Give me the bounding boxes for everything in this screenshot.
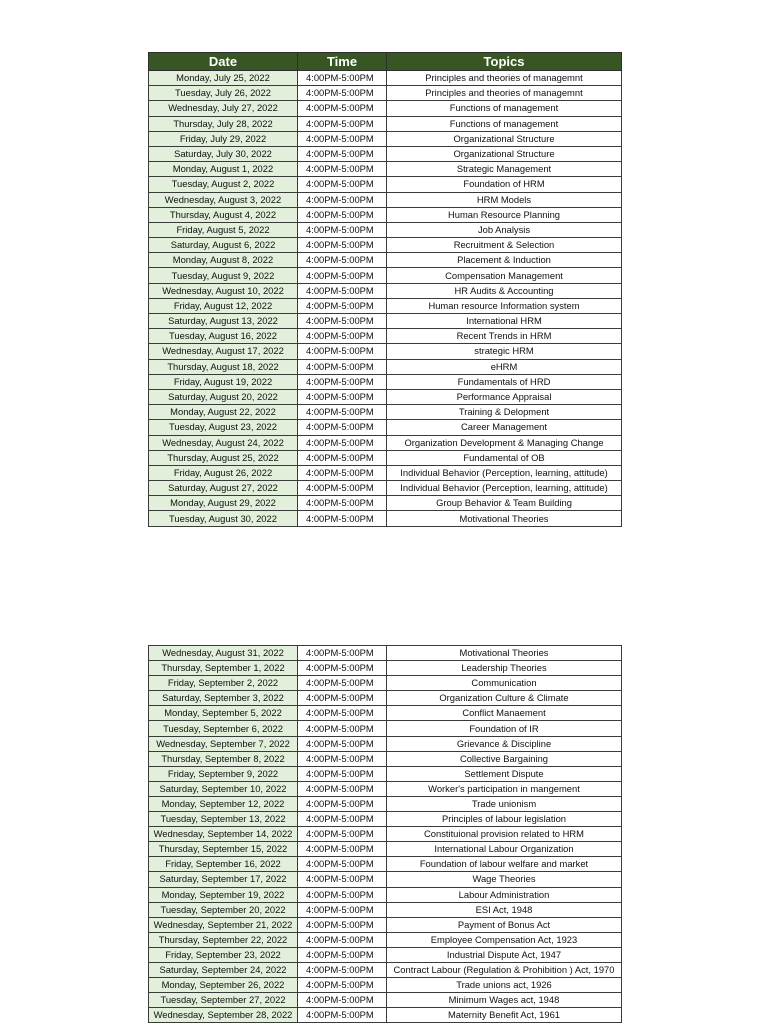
table-row <box>149 207 622 222</box>
table-row <box>149 481 622 496</box>
time-cell: 4:00PM-5:00PM <box>298 751 387 766</box>
topic-cell: Foundation of HRM <box>387 177 622 192</box>
table-row <box>149 691 622 706</box>
topic-cell: Foundation of IR <box>387 721 622 736</box>
table-row <box>149 646 622 661</box>
date-cell: Friday, August 26, 2022 <box>149 465 298 480</box>
date-cell: Friday, September 23, 2022 <box>149 947 298 962</box>
topic-cell: Grievance & Discipline <box>387 736 622 751</box>
time-cell: 4:00PM-5:00PM <box>298 405 387 420</box>
topic-cell: Recent Trends in HRM <box>387 329 622 344</box>
time-cell: 4:00PM-5:00PM <box>298 222 387 237</box>
time-cell: 4:00PM-5:00PM <box>298 661 387 676</box>
date-cell: Wednesday, August 17, 2022 <box>149 344 298 359</box>
topic-cell: Individual Behavior (Perception, learning, attitude) <box>387 481 622 496</box>
time-cell: 4:00PM-5:00PM <box>298 796 387 811</box>
time-cell: 4:00PM-5:00PM <box>298 101 387 116</box>
table-row <box>149 405 622 420</box>
time-cell: 4:00PM-5:00PM <box>298 932 387 947</box>
table-row <box>149 329 622 344</box>
topic-cell: HR Audits & Accounting <box>387 283 622 298</box>
topic-cell: Settlement Dispute <box>387 766 622 781</box>
time-cell: 4:00PM-5:00PM <box>298 917 387 932</box>
table-row <box>149 253 622 268</box>
date-cell: Monday, July 25, 2022 <box>149 71 298 86</box>
topic-cell: strategic HRM <box>387 344 622 359</box>
date-cell: Wednesday, August 3, 2022 <box>149 192 298 207</box>
table-row <box>149 86 622 101</box>
time-cell: 4:00PM-5:00PM <box>298 116 387 131</box>
topic-cell: Organization Development & Managing Change <box>387 435 622 450</box>
table-row <box>149 827 622 842</box>
topic-cell: Fundamental of OB <box>387 450 622 465</box>
topic-cell: Strategic Management <box>387 162 622 177</box>
table-row <box>149 389 622 404</box>
table-row <box>149 222 622 237</box>
time-cell: 4:00PM-5:00PM <box>298 268 387 283</box>
topic-cell: Leadership Theories <box>387 661 622 676</box>
header-topics: Topics <box>387 53 622 71</box>
topic-cell: Labour Administration <box>387 887 622 902</box>
table-row <box>149 766 622 781</box>
topic-cell: Industrial Dispute Act, 1947 <box>387 947 622 962</box>
date-cell: Monday, August 29, 2022 <box>149 496 298 511</box>
topic-cell: Job Analysis <box>387 222 622 237</box>
date-cell: Saturday, August 27, 2022 <box>149 481 298 496</box>
topic-cell: Minimum Wages act, 1948 <box>387 993 622 1008</box>
header-time: Time <box>298 53 387 71</box>
table-row <box>149 101 622 116</box>
table-row <box>149 796 622 811</box>
date-cell: Thursday, August 18, 2022 <box>149 359 298 374</box>
table-row <box>149 902 622 917</box>
table-row <box>149 721 622 736</box>
topic-cell: Constituional provision related to HRM <box>387 827 622 842</box>
topic-cell: Fundamentals of HRD <box>387 374 622 389</box>
time-cell: 4:00PM-5:00PM <box>298 177 387 192</box>
topic-cell: Organizational Structure <box>387 131 622 146</box>
date-cell: Saturday, September 3, 2022 <box>149 691 298 706</box>
topic-cell: Principles and theories of managemnt <box>387 71 622 86</box>
time-cell: 4:00PM-5:00PM <box>298 857 387 872</box>
table-row <box>149 420 622 435</box>
date-cell: Friday, July 29, 2022 <box>149 131 298 146</box>
date-cell: Thursday, July 28, 2022 <box>149 116 298 131</box>
table-row <box>149 162 622 177</box>
topic-cell: Individual Behavior (Perception, learning, attitude) <box>387 465 622 480</box>
table-row <box>149 857 622 872</box>
time-cell: 4:00PM-5:00PM <box>298 887 387 902</box>
table-row <box>149 344 622 359</box>
date-cell: Wednesday, September 28, 2022 <box>149 1008 298 1023</box>
topic-cell: Collective Bargaining <box>387 751 622 766</box>
topic-cell: Group Behavior & Team Building <box>387 496 622 511</box>
topic-cell: Placement & Induction <box>387 253 622 268</box>
table-header-row <box>149 53 622 71</box>
topic-cell: Compensation Management <box>387 268 622 283</box>
date-cell: Monday, September 12, 2022 <box>149 796 298 811</box>
time-cell: 4:00PM-5:00PM <box>298 374 387 389</box>
time-cell: 4:00PM-5:00PM <box>298 162 387 177</box>
date-cell: Monday, August 8, 2022 <box>149 253 298 268</box>
table-row <box>149 872 622 887</box>
date-cell: Friday, August 12, 2022 <box>149 298 298 313</box>
date-cell: Thursday, September 1, 2022 <box>149 661 298 676</box>
time-cell: 4:00PM-5:00PM <box>298 450 387 465</box>
time-cell: 4:00PM-5:00PM <box>298 496 387 511</box>
table-row <box>149 374 622 389</box>
table-row <box>149 661 622 676</box>
date-cell: Tuesday, July 26, 2022 <box>149 86 298 101</box>
time-cell: 4:00PM-5:00PM <box>298 1008 387 1023</box>
table-row <box>149 192 622 207</box>
table-row <box>149 842 622 857</box>
time-cell: 4:00PM-5:00PM <box>298 766 387 781</box>
table-row <box>149 359 622 374</box>
table-row <box>149 978 622 993</box>
time-cell: 4:00PM-5:00PM <box>298 646 387 661</box>
date-cell: Wednesday, August 31, 2022 <box>149 646 298 661</box>
topic-cell: Employee Compensation Act, 1923 <box>387 932 622 947</box>
topic-cell: eHRM <box>387 359 622 374</box>
time-cell: 4:00PM-5:00PM <box>298 511 387 526</box>
topic-cell: HRM Models <box>387 192 622 207</box>
table-row <box>149 781 622 796</box>
time-cell: 4:00PM-5:00PM <box>298 420 387 435</box>
topic-cell: Human Resource Planning <box>387 207 622 222</box>
time-cell: 4:00PM-5:00PM <box>298 86 387 101</box>
schedule-body-1 <box>149 71 622 527</box>
date-cell: Wednesday, September 14, 2022 <box>149 827 298 842</box>
table-row <box>149 947 622 962</box>
date-cell: Saturday, August 6, 2022 <box>149 238 298 253</box>
date-cell: Tuesday, August 16, 2022 <box>149 329 298 344</box>
table-row <box>149 314 622 329</box>
time-cell: 4:00PM-5:00PM <box>298 691 387 706</box>
table-row <box>149 283 622 298</box>
time-cell: 4:00PM-5:00PM <box>298 465 387 480</box>
topic-cell: Recruitment & Selection <box>387 238 622 253</box>
time-cell: 4:00PM-5:00PM <box>298 435 387 450</box>
date-cell: Friday, September 2, 2022 <box>149 676 298 691</box>
table-row <box>149 993 622 1008</box>
topic-cell: Principles and theories of managemnt <box>387 86 622 101</box>
time-cell: 4:00PM-5:00PM <box>298 947 387 962</box>
time-cell: 4:00PM-5:00PM <box>298 389 387 404</box>
date-cell: Monday, August 22, 2022 <box>149 405 298 420</box>
topic-cell: Motivational Theories <box>387 511 622 526</box>
date-cell: Wednesday, August 10, 2022 <box>149 283 298 298</box>
date-cell: Wednesday, September 21, 2022 <box>149 917 298 932</box>
table-row <box>149 465 622 480</box>
time-cell: 4:00PM-5:00PM <box>298 812 387 827</box>
date-cell: Friday, August 19, 2022 <box>149 374 298 389</box>
header-date: Date <box>149 53 298 71</box>
time-cell: 4:00PM-5:00PM <box>298 283 387 298</box>
time-cell: 4:00PM-5:00PM <box>298 238 387 253</box>
date-cell: Tuesday, September 27, 2022 <box>149 993 298 1008</box>
topic-cell: International Labour Organization <box>387 842 622 857</box>
table-row <box>149 887 622 902</box>
time-cell: 4:00PM-5:00PM <box>298 481 387 496</box>
table-row <box>149 496 622 511</box>
date-cell: Tuesday, September 6, 2022 <box>149 721 298 736</box>
topic-cell: Conflict Manaement <box>387 706 622 721</box>
topic-cell: Performance Appraisal <box>387 389 622 404</box>
date-cell: Wednesday, August 24, 2022 <box>149 435 298 450</box>
table-row <box>149 71 622 86</box>
schedule-table-1 <box>148 52 622 527</box>
date-cell: Thursday, September 22, 2022 <box>149 932 298 947</box>
date-cell: Monday, September 26, 2022 <box>149 978 298 993</box>
time-cell: 4:00PM-5:00PM <box>298 298 387 313</box>
date-cell: Thursday, August 25, 2022 <box>149 450 298 465</box>
time-cell: 4:00PM-5:00PM <box>298 721 387 736</box>
table-row <box>149 962 622 977</box>
topic-cell: Motivational Theories <box>387 646 622 661</box>
table-row <box>149 238 622 253</box>
time-cell: 4:00PM-5:00PM <box>298 314 387 329</box>
time-cell: 4:00PM-5:00PM <box>298 207 387 222</box>
schedule-table-2 <box>148 645 622 1023</box>
table-row <box>149 736 622 751</box>
date-cell: Saturday, August 20, 2022 <box>149 389 298 404</box>
table-row <box>149 450 622 465</box>
time-cell: 4:00PM-5:00PM <box>298 842 387 857</box>
date-cell: Monday, September 19, 2022 <box>149 887 298 902</box>
date-cell: Saturday, July 30, 2022 <box>149 146 298 161</box>
schedule-body-2 <box>149 646 622 1023</box>
topic-cell: Organizational Structure <box>387 146 622 161</box>
date-cell: Tuesday, September 20, 2022 <box>149 902 298 917</box>
topic-cell: Payment of Bonus Act <box>387 917 622 932</box>
table-row <box>149 812 622 827</box>
topic-cell: Principles of labour legislation <box>387 812 622 827</box>
topic-cell: Trade unionism <box>387 796 622 811</box>
topic-cell: ESI Act, 1948 <box>387 902 622 917</box>
topic-cell: Maternity Benefit Act, 1961 <box>387 1008 622 1023</box>
date-cell: Tuesday, September 13, 2022 <box>149 812 298 827</box>
topic-cell: Wage Theories <box>387 872 622 887</box>
time-cell: 4:00PM-5:00PM <box>298 359 387 374</box>
topic-cell: Communication <box>387 676 622 691</box>
date-cell: Monday, August 1, 2022 <box>149 162 298 177</box>
time-cell: 4:00PM-5:00PM <box>298 344 387 359</box>
topic-cell: Worker's participation in mangement <box>387 781 622 796</box>
table-row <box>149 932 622 947</box>
date-cell: Friday, August 5, 2022 <box>149 222 298 237</box>
date-cell: Tuesday, August 2, 2022 <box>149 177 298 192</box>
time-cell: 4:00PM-5:00PM <box>298 736 387 751</box>
topic-cell: Functions of management <box>387 101 622 116</box>
date-cell: Tuesday, August 9, 2022 <box>149 268 298 283</box>
date-cell: Saturday, September 10, 2022 <box>149 781 298 796</box>
table-row <box>149 676 622 691</box>
date-cell: Tuesday, August 30, 2022 <box>149 511 298 526</box>
date-cell: Wednesday, July 27, 2022 <box>149 101 298 116</box>
time-cell: 4:00PM-5:00PM <box>298 146 387 161</box>
table-row <box>149 131 622 146</box>
table-row <box>149 268 622 283</box>
table-row <box>149 751 622 766</box>
time-cell: 4:00PM-5:00PM <box>298 978 387 993</box>
topic-cell: Trade unions act, 1926 <box>387 978 622 993</box>
topic-cell: Training & Delopment <box>387 405 622 420</box>
date-cell: Saturday, September 24, 2022 <box>149 962 298 977</box>
table-row <box>149 146 622 161</box>
table-row <box>149 511 622 526</box>
table-row <box>149 177 622 192</box>
date-cell: Thursday, September 8, 2022 <box>149 751 298 766</box>
date-cell: Thursday, September 15, 2022 <box>149 842 298 857</box>
table-row <box>149 435 622 450</box>
table-row <box>149 706 622 721</box>
date-cell: Monday, September 5, 2022 <box>149 706 298 721</box>
topic-cell: Human resource Information system <box>387 298 622 313</box>
date-cell: Saturday, August 13, 2022 <box>149 314 298 329</box>
time-cell: 4:00PM-5:00PM <box>298 71 387 86</box>
time-cell: 4:00PM-5:00PM <box>298 192 387 207</box>
topic-cell: Career Management <box>387 420 622 435</box>
time-cell: 4:00PM-5:00PM <box>298 993 387 1008</box>
time-cell: 4:00PM-5:00PM <box>298 676 387 691</box>
topic-cell: International HRM <box>387 314 622 329</box>
date-cell: Thursday, August 4, 2022 <box>149 207 298 222</box>
date-cell: Tuesday, August 23, 2022 <box>149 420 298 435</box>
time-cell: 4:00PM-5:00PM <box>298 872 387 887</box>
topic-cell: Organization Culture & Climate <box>387 691 622 706</box>
date-cell: Wednesday, September 7, 2022 <box>149 736 298 751</box>
table-row <box>149 917 622 932</box>
time-cell: 4:00PM-5:00PM <box>298 706 387 721</box>
date-cell: Friday, September 16, 2022 <box>149 857 298 872</box>
table-row <box>149 116 622 131</box>
date-cell: Friday, September 9, 2022 <box>149 766 298 781</box>
time-cell: 4:00PM-5:00PM <box>298 131 387 146</box>
topic-cell: Contract Labour (Regulation & Prohibition ) Act, 1970 <box>387 962 622 977</box>
time-cell: 4:00PM-5:00PM <box>298 329 387 344</box>
time-cell: 4:00PM-5:00PM <box>298 902 387 917</box>
date-cell: Saturday, September 17, 2022 <box>149 872 298 887</box>
time-cell: 4:00PM-5:00PM <box>298 827 387 842</box>
time-cell: 4:00PM-5:00PM <box>298 962 387 977</box>
time-cell: 4:00PM-5:00PM <box>298 781 387 796</box>
topic-cell: Functions of management <box>387 116 622 131</box>
table-row <box>149 298 622 313</box>
table-row <box>149 1008 622 1023</box>
time-cell: 4:00PM-5:00PM <box>298 253 387 268</box>
topic-cell: Foundation of labour welfare and market <box>387 857 622 872</box>
